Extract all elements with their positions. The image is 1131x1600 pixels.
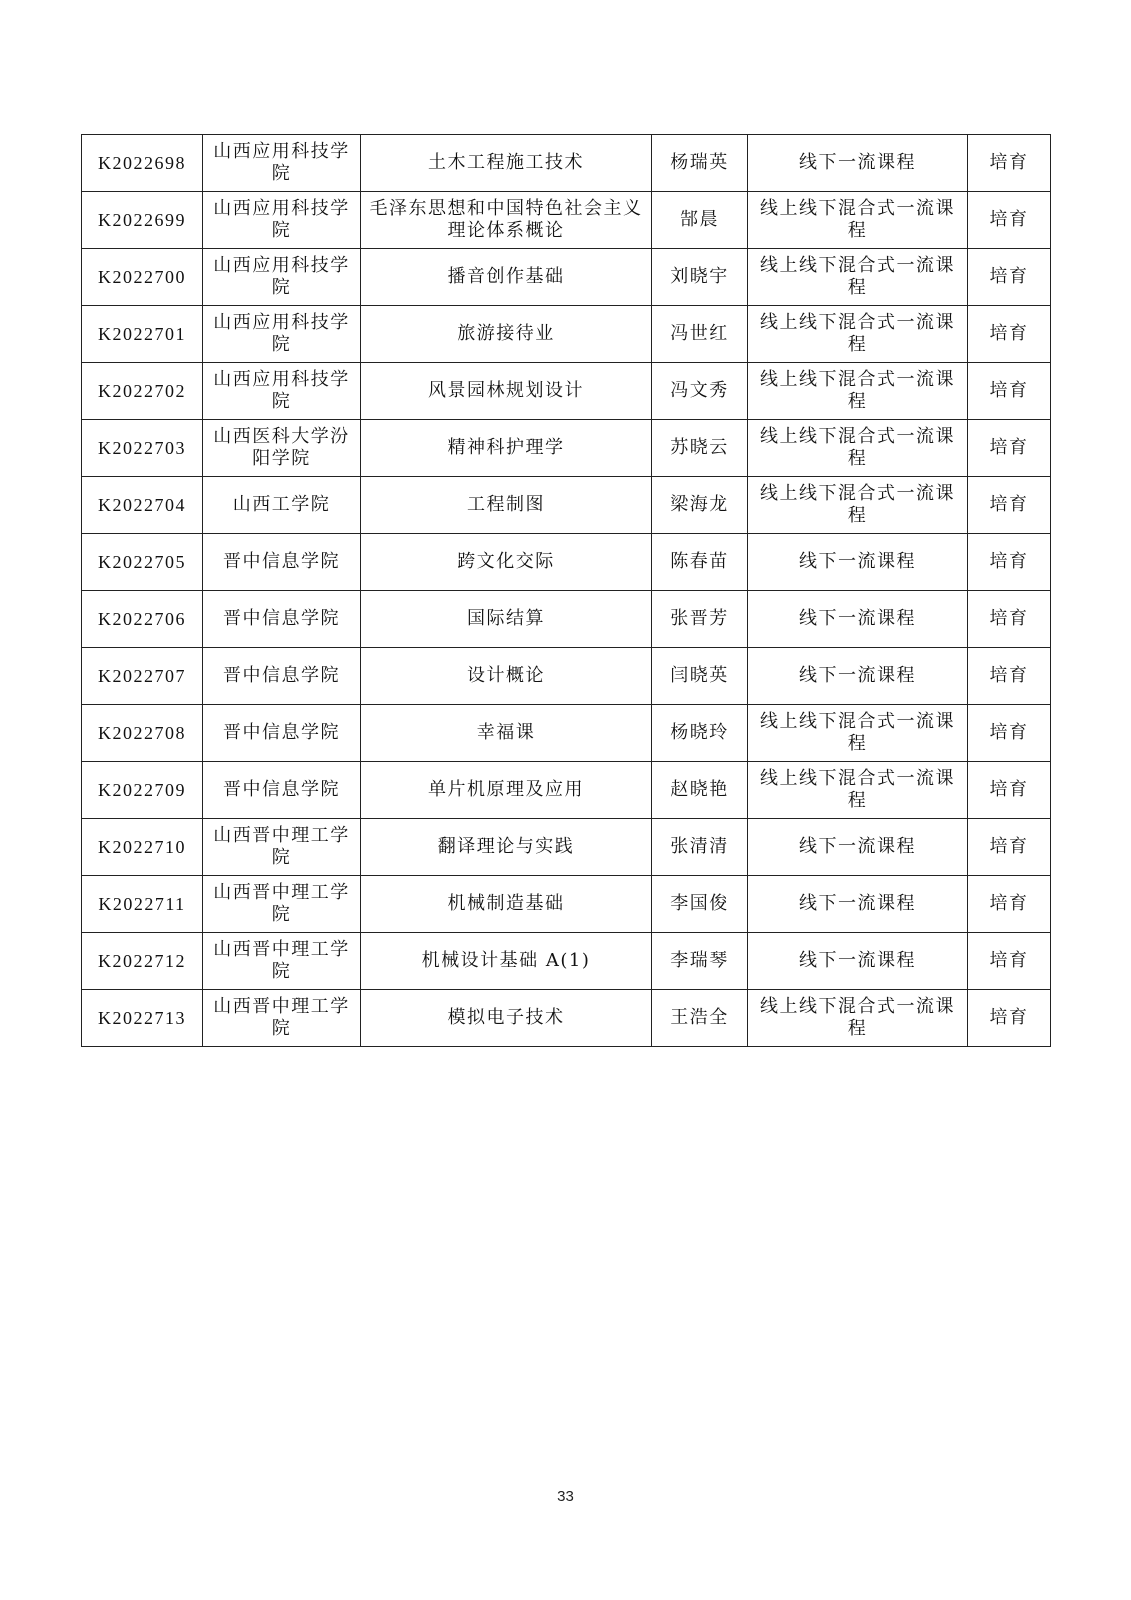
course-type-cell: 线上线下混合式一流课程 — [748, 705, 968, 762]
school-cell: 山西工学院 — [203, 477, 361, 534]
table-row — [82, 648, 1051, 705]
school-cell: 山西晋中理工学院 — [203, 876, 361, 933]
course-id-cell: K2022703 — [82, 420, 203, 477]
leader-cell: 冯世红 — [652, 306, 748, 363]
school-cell: 山西晋中理工学院 — [203, 990, 361, 1047]
status-cell: 培育 — [968, 933, 1051, 990]
school-cell: 山西晋中理工学院 — [203, 933, 361, 990]
leader-cell: 刘晓宇 — [652, 249, 748, 306]
course-type-cell: 线上线下混合式一流课程 — [748, 990, 968, 1047]
table-row — [82, 705, 1051, 762]
status-cell: 培育 — [968, 420, 1051, 477]
course-type-cell: 线下一流课程 — [748, 534, 968, 591]
status-cell: 培育 — [968, 705, 1051, 762]
leader-cell: 冯文秀 — [652, 363, 748, 420]
course-name-cell: 跨文化交际 — [361, 534, 652, 591]
course-name-cell: 单片机原理及应用 — [361, 762, 652, 819]
leader-cell: 张清清 — [652, 819, 748, 876]
school-cell: 晋中信息学院 — [203, 591, 361, 648]
course-type-cell: 线上线下混合式一流课程 — [748, 477, 968, 534]
status-cell: 培育 — [968, 819, 1051, 876]
table-row — [82, 420, 1051, 477]
course-type-cell: 线上线下混合式一流课程 — [748, 306, 968, 363]
table-body — [82, 135, 1051, 1047]
status-cell: 培育 — [968, 306, 1051, 363]
course-name-cell: 机械制造基础 — [361, 876, 652, 933]
table-row — [82, 192, 1051, 249]
leader-cell: 赵晓艳 — [652, 762, 748, 819]
status-cell: 培育 — [968, 192, 1051, 249]
course-name-cell: 旅游接待业 — [361, 306, 652, 363]
course-id-cell: K2022704 — [82, 477, 203, 534]
course-type-cell: 线上线下混合式一流课程 — [748, 363, 968, 420]
course-name-cell: 精神科护理学 — [361, 420, 652, 477]
school-cell: 山西应用科技学院 — [203, 363, 361, 420]
course-id-cell: K2022710 — [82, 819, 203, 876]
course-id-cell: K2022699 — [82, 192, 203, 249]
school-cell: 山西医科大学汾阳学院 — [203, 420, 361, 477]
table-row — [82, 477, 1051, 534]
course-name-cell: 播音创作基础 — [361, 249, 652, 306]
table-row — [82, 306, 1051, 363]
course-type-cell: 线下一流课程 — [748, 819, 968, 876]
leader-cell: 杨晓玲 — [652, 705, 748, 762]
course-id-cell: K2022701 — [82, 306, 203, 363]
table-row — [82, 762, 1051, 819]
leader-cell: 苏晓云 — [652, 420, 748, 477]
course-id-cell: K2022698 — [82, 135, 203, 192]
school-cell: 晋中信息学院 — [203, 534, 361, 591]
table-row — [82, 591, 1051, 648]
course-id-cell: K2022700 — [82, 249, 203, 306]
course-id-cell: K2022713 — [82, 990, 203, 1047]
table-row — [82, 363, 1051, 420]
status-cell: 培育 — [968, 477, 1051, 534]
course-type-cell: 线下一流课程 — [748, 135, 968, 192]
course-id-cell: K2022707 — [82, 648, 203, 705]
school-cell: 山西应用科技学院 — [203, 135, 361, 192]
school-cell: 晋中信息学院 — [203, 762, 361, 819]
course-name-cell: 国际结算 — [361, 591, 652, 648]
course-type-cell: 线下一流课程 — [748, 876, 968, 933]
status-cell: 培育 — [968, 762, 1051, 819]
course-name-cell: 工程制图 — [361, 477, 652, 534]
course-id-cell: K2022712 — [82, 933, 203, 990]
school-cell: 晋中信息学院 — [203, 648, 361, 705]
leader-cell: 梁海龙 — [652, 477, 748, 534]
status-cell: 培育 — [968, 990, 1051, 1047]
leader-cell: 李国俊 — [652, 876, 748, 933]
leader-cell: 李瑞琴 — [652, 933, 748, 990]
course-id-cell: K2022708 — [82, 705, 203, 762]
course-type-cell: 线上线下混合式一流课程 — [748, 192, 968, 249]
course-name-cell: 土木工程施工技术 — [361, 135, 652, 192]
school-cell: 晋中信息学院 — [203, 705, 361, 762]
school-cell: 山西应用科技学院 — [203, 249, 361, 306]
course-name-cell: 毛泽东思想和中国特色社会主义理论体系概论 — [361, 192, 652, 249]
status-cell: 培育 — [968, 534, 1051, 591]
status-cell: 培育 — [968, 249, 1051, 306]
course-name-cell: 风景园林规划设计 — [361, 363, 652, 420]
school-cell: 山西应用科技学院 — [203, 306, 361, 363]
leader-cell: 闫晓英 — [652, 648, 748, 705]
leader-cell: 陈春苗 — [652, 534, 748, 591]
table-row — [82, 876, 1051, 933]
course-id-cell: K2022711 — [82, 876, 203, 933]
leader-cell: 张晋芳 — [652, 591, 748, 648]
table-row — [82, 933, 1051, 990]
leader-cell: 郜晨 — [652, 192, 748, 249]
course-id-cell: K2022709 — [82, 762, 203, 819]
course-name-cell: 幸福课 — [361, 705, 652, 762]
table-row — [82, 990, 1051, 1047]
course-type-cell: 线上线下混合式一流课程 — [748, 420, 968, 477]
course-type-cell: 线上线下混合式一流课程 — [748, 249, 968, 306]
course-type-cell: 线下一流课程 — [748, 648, 968, 705]
course-id-cell: K2022702 — [82, 363, 203, 420]
status-cell: 培育 — [968, 591, 1051, 648]
status-cell: 培育 — [968, 876, 1051, 933]
status-cell: 培育 — [968, 648, 1051, 705]
course-type-cell: 线上线下混合式一流课程 — [748, 762, 968, 819]
course-table — [81, 134, 1051, 1047]
course-id-cell: K2022706 — [82, 591, 203, 648]
status-cell: 培育 — [968, 135, 1051, 192]
school-cell: 山西应用科技学院 — [203, 192, 361, 249]
course-name-cell: 设计概论 — [361, 648, 652, 705]
course-name-cell: 机械设计基础 A(1) — [361, 933, 652, 990]
table-row — [82, 534, 1051, 591]
leader-cell: 杨瑞英 — [652, 135, 748, 192]
page-number: 33 — [557, 1488, 574, 1505]
course-name-cell: 模拟电子技术 — [361, 990, 652, 1047]
course-id-cell: K2022705 — [82, 534, 203, 591]
course-name-cell: 翻译理论与实践 — [361, 819, 652, 876]
school-cell: 山西晋中理工学院 — [203, 819, 361, 876]
table-row — [82, 249, 1051, 306]
status-cell: 培育 — [968, 363, 1051, 420]
table-row — [82, 819, 1051, 876]
leader-cell: 王浩全 — [652, 990, 748, 1047]
course-type-cell: 线下一流课程 — [748, 933, 968, 990]
course-type-cell: 线下一流课程 — [748, 591, 968, 648]
table-row — [82, 135, 1051, 192]
